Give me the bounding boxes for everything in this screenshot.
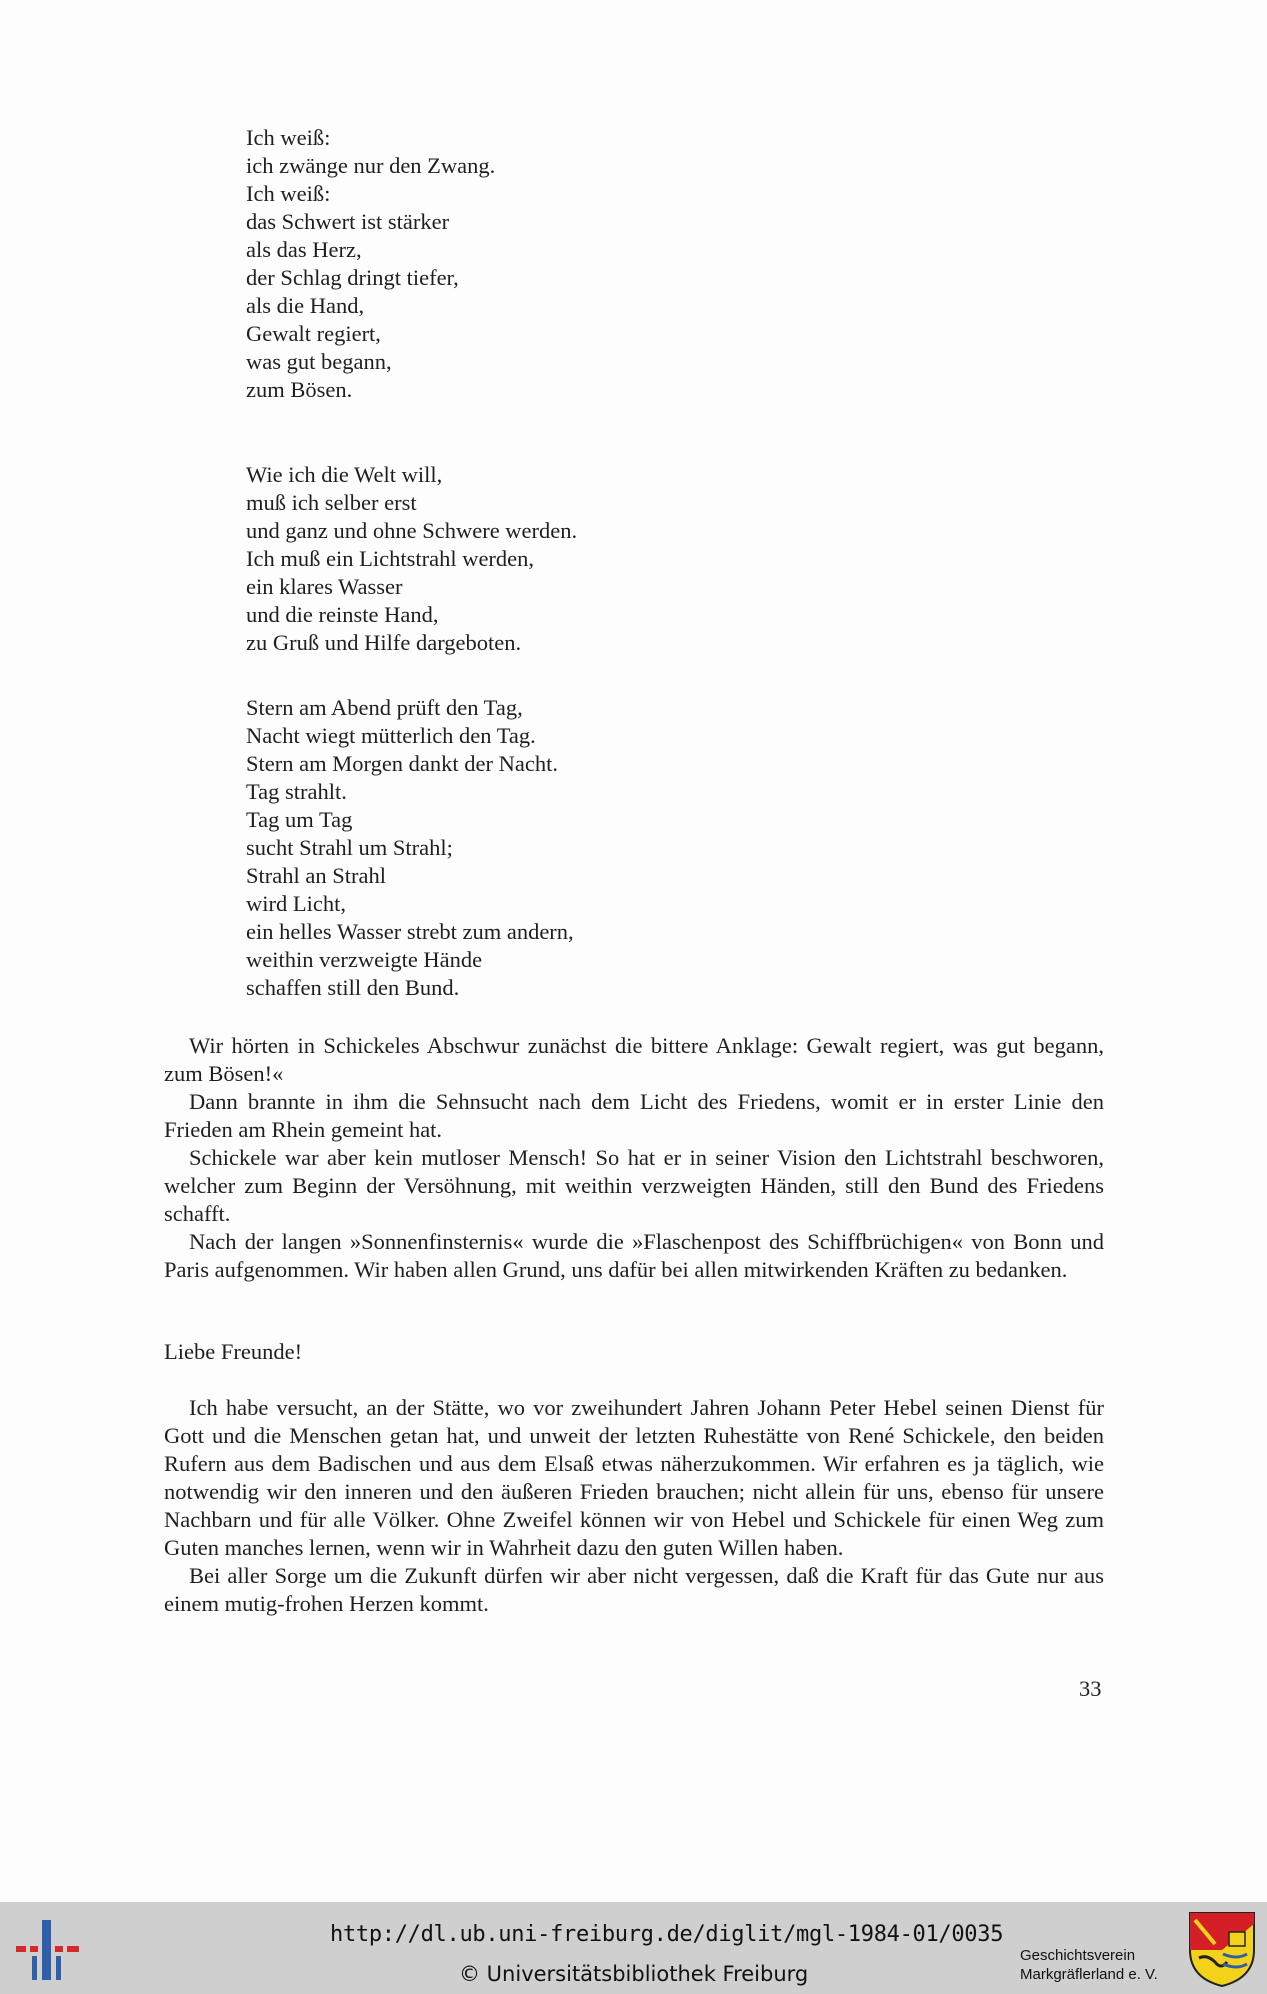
poem-line: ein klares Wasser <box>246 574 403 599</box>
poem-line: Wie ich die Welt will, <box>246 462 443 487</box>
document-url-link[interactable]: http://dl.ub.uni-freiburg.de/diglit/mgl-1984-01/0035 <box>330 1922 1004 1947</box>
coat-of-arms-icon <box>1187 1910 1257 1988</box>
poem-line: Stern am Morgen dankt der Nacht. <box>246 751 559 776</box>
page-number: 33 <box>1079 1676 1102 1701</box>
poem-line: Ich muß ein Lichtstrahl werden, <box>246 546 535 571</box>
poem-line: Tag um Tag <box>246 807 353 832</box>
poem-line: und die reinste Hand, <box>246 602 439 627</box>
poem-line: als die Hand, <box>246 293 365 318</box>
poem-line: muß ich selber erst <box>246 490 417 515</box>
poem-line: Gewalt regiert, <box>246 321 381 346</box>
society-name <box>1020 1946 1158 1984</box>
copyright-notice: © Universitätsbibliothek Freiburg <box>459 1962 809 1986</box>
poem-stanza-3 <box>246 694 666 1002</box>
poem-line: ich zwänge nur den Zwang. <box>246 153 496 178</box>
poem-line: sucht Strahl um Strahl; <box>246 835 453 860</box>
poem-line: Ich weiß: <box>246 181 331 206</box>
poem-line: Ich weiß: <box>246 125 331 150</box>
poem-line: was gut begann, <box>246 349 392 374</box>
poem-line: wird Licht, <box>246 891 346 916</box>
society-line-2: Markgräflerland e. V. <box>1020 1966 1158 1983</box>
salutation-block <box>164 1338 1104 1366</box>
paragraph: Ich habe versucht, an der Stätte, wo vor zweihundert Jahren Johann Peter Hebel seinen Dienst für Gott und die Menschen getan hat, und unweit der letzten Ruhestätte von René Schickele, den beiden Rufern aus dem Badischen und aus dem Elsaß etwas näherzukommen. Wir erfahren es ja täglich, wie notwendig wir den inneren und den äußeren Frieden brauchen; nicht allein für uns, ebenso für unsere Nachbarn und für alle Völker. Ohne Zweifel können wir von Hebel und Schickele für einen Weg zum Guten manches lernen, wenn wir in Wahrheit dazu den guten Willen haben. <box>164 1395 1104 1560</box>
poem-line: als das Herz, <box>246 237 362 262</box>
prose-block-2 <box>164 1394 1104 1618</box>
poem-line: Stern am Abend prüft den Tag, <box>246 695 523 720</box>
poem-line: zum Bösen. <box>246 377 353 402</box>
footer-bar <box>0 1902 1267 1994</box>
poem-line: Strahl an Strahl <box>246 863 386 888</box>
poem-line: ein helles Wasser strebt zum andern, <box>246 919 574 944</box>
paragraph: Nach der langen »Sonnenfinsternis« wurde die »Flaschenpost des Schiffbrüchigen« von Bonn und Paris aufgenommen. Wir haben allen Grund, uns dafür bei allen mitwirkenden Kräften zu bedanken. <box>164 1229 1104 1282</box>
paragraph: Schickele war aber kein mutloser Mensch! So hat er in seiner Vision den Lichtstrahl beschworen, welcher zum Beginn der Versöhnung, mit weithin verzweigten Händen, still den Bund des Friedens schafft. <box>164 1145 1104 1226</box>
poem-stanza-2 <box>246 461 666 657</box>
poem-line: schaffen still den Bund. <box>246 975 460 1000</box>
poem-line: Tag strahlt. <box>246 779 347 804</box>
poem-stanza-1 <box>246 124 666 404</box>
society-line-1: Geschichtsverein <box>1020 1947 1136 1964</box>
paragraph: Dann brannte in ihm die Sehnsucht nach dem Licht des Friedens, womit er in erster Linie den Frieden am Rhein gemeint hat. <box>164 1089 1104 1142</box>
prose-block-1 <box>164 1032 1104 1284</box>
poem-line: und ganz und ohne Schwere werden. <box>246 518 578 543</box>
poem-line: weithin verzweigte Hände <box>246 947 483 972</box>
poem-line: zu Gruß und Hilfe dargeboten. <box>246 630 522 655</box>
poem-line: das Schwert ist stärker <box>246 209 450 234</box>
poem-line: Nacht wiegt mütterlich den Tag. <box>246 723 536 748</box>
paragraph: Wir hörten in Schickeles Abschwur zunächst die bittere Anklage: Gewalt regiert, was gut begann, zum Bösen!« <box>164 1033 1104 1086</box>
library-logo-icon <box>14 1916 84 1982</box>
paragraph: Bei aller Sorge um die Zukunft dürfen wir aber nicht vergessen, daß die Kraft für das Gute nur aus einem mutig-frohen Herzen kommt. <box>164 1563 1104 1616</box>
poem-line: der Schlag dringt tiefer, <box>246 265 459 290</box>
salutation: Liebe Freunde! <box>164 1339 303 1364</box>
